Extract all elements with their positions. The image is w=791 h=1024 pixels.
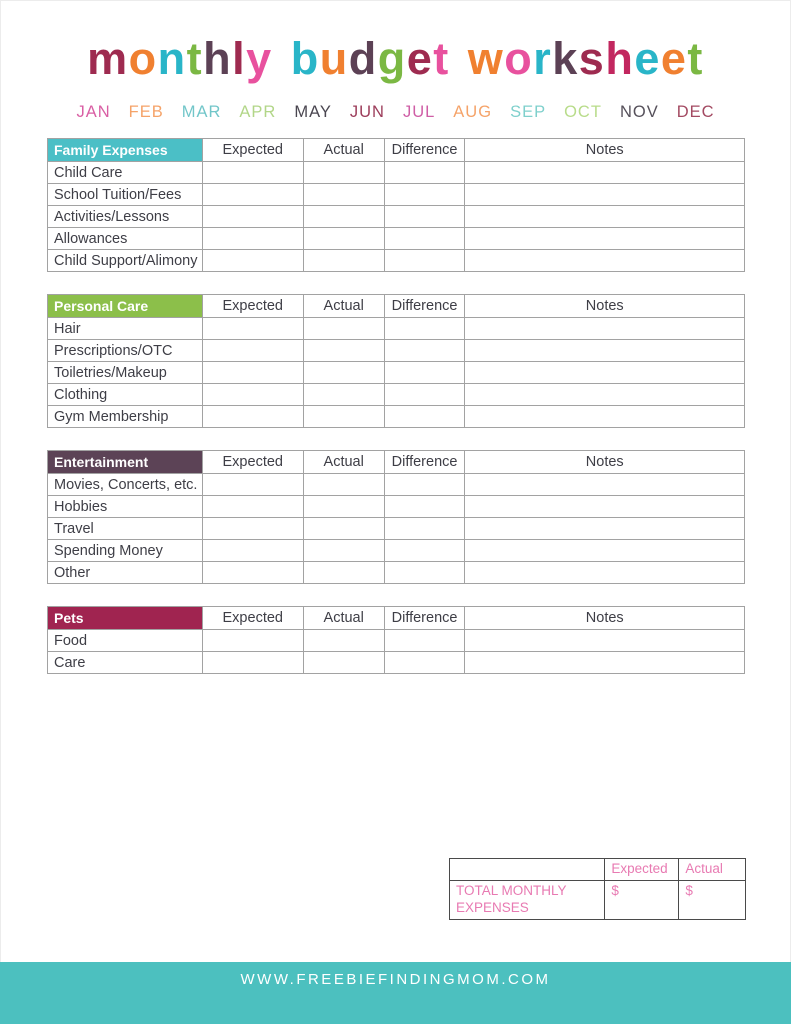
cell-difference [384,340,465,362]
cell-notes [465,250,745,272]
totals-empty-cell [450,859,605,881]
row-label: Other [48,562,203,584]
month-label-sep: SEP [510,103,547,121]
cell-actual [303,630,384,652]
cell-notes [465,652,745,674]
column-header-actual: Actual [303,295,384,318]
cell-actual [303,318,384,340]
row-label: Toiletries/Makeup [48,362,203,384]
month-row [0,103,791,122]
cell-actual [303,652,384,674]
title-letter: b [290,33,320,84]
table-row-school-tuition-fees [48,184,745,206]
table-header-row [48,295,745,318]
month-label-oct: OCT [564,103,602,121]
row-label: Allowances [48,228,203,250]
row-label: Hobbies [48,496,203,518]
row-label: Food [48,630,203,652]
column-header-notes: Notes [465,295,745,318]
cell-difference [384,630,465,652]
column-header-expected: Expected [202,139,303,162]
row-label: Spending Money [48,540,203,562]
cell-actual [303,206,384,228]
cell-notes [465,518,745,540]
table-header-row [48,607,745,630]
category-header-entertainment: Entertainment [48,451,203,474]
table-row-allowances [48,228,745,250]
cell-notes [465,206,745,228]
cell-actual [303,162,384,184]
totals-header-actual: Actual [679,859,746,881]
category-header-family-expenses: Family Expenses [48,139,203,162]
cell-difference [384,184,465,206]
title-word [468,33,704,84]
column-header-actual: Actual [303,607,384,630]
month-label-nov: NOV [619,103,659,121]
table-row-activities-lessons [48,206,745,228]
row-label: Child Support/Alimony [48,250,203,272]
table-row-hobbies [48,496,745,518]
cell-notes [465,384,745,406]
table-row-food [48,630,745,652]
title-letter: m [87,33,129,84]
title-word [87,33,273,84]
title-letter: d [348,33,378,84]
cell-difference [384,518,465,540]
column-header-difference: Difference [384,139,465,162]
cell-expected [202,496,303,518]
month-label-dec: DEC [676,103,715,121]
budget-tables [47,138,745,696]
cell-expected [202,630,303,652]
month-label-jan: JAN [76,103,111,121]
budget-table-pets [47,606,745,674]
column-header-notes: Notes [465,607,745,630]
cell-difference [384,384,465,406]
table-row-travel [48,518,745,540]
cell-notes [465,540,745,562]
table-row-child-support-alimony [48,250,745,272]
table-row-movies-concerts-etc [48,474,745,496]
totals-expected-cell: $ [605,881,679,920]
title-letter: o [504,33,534,84]
title-letter: t [687,33,704,84]
cell-expected [202,250,303,272]
cell-difference [384,406,465,428]
table-row-other [48,562,745,584]
cell-expected [202,518,303,540]
cell-notes [465,474,745,496]
table-row-prescriptions-otc [48,340,745,362]
cell-difference [384,540,465,562]
table-row-spending-money [48,540,745,562]
title-word [291,33,450,84]
row-label: Care [48,652,203,674]
cell-difference [384,652,465,674]
month-label-may: MAY [294,103,332,121]
cell-difference [384,562,465,584]
budget-table-entertainment [47,450,745,584]
title-letter: e [660,33,688,84]
cell-notes [465,184,745,206]
cell-difference [384,162,465,184]
category-header-personal-care: Personal Care [48,295,203,318]
cell-difference [384,228,465,250]
table-row-care [48,652,745,674]
budget-table-personal-care [47,294,745,428]
cell-expected [202,318,303,340]
table-row-toiletries-makeup [48,362,745,384]
column-header-difference: Difference [384,451,465,474]
cell-difference [384,318,465,340]
table-row-hair [48,318,745,340]
cell-expected [202,406,303,428]
table-row-child-care [48,162,745,184]
cell-actual [303,406,384,428]
cell-notes [465,318,745,340]
column-header-actual: Actual [303,139,384,162]
title-letter: o [128,33,158,84]
row-label: Gym Membership [48,406,203,428]
title-letter: r [533,33,553,84]
cell-actual [303,362,384,384]
total-expenses-table [449,858,746,920]
cell-notes [465,406,745,428]
cell-expected [202,362,303,384]
column-header-difference: Difference [384,295,465,318]
totals-header-expected: Expected [605,859,679,881]
title-letter: h [203,33,233,84]
cell-notes [465,630,745,652]
cell-difference [384,362,465,384]
month-label-apr: APR [239,103,277,121]
month-label-jul: JUL [402,103,436,121]
cell-expected [202,162,303,184]
cell-notes [465,562,745,584]
row-label: Travel [48,518,203,540]
budget-table-family-expenses [47,138,745,272]
month-label-mar: MAR [181,103,222,121]
column-header-notes: Notes [465,451,745,474]
footer-url: WWW.FREEBIEFINDINGMOM.COM [240,971,551,988]
cell-difference [384,496,465,518]
category-header-pets: Pets [48,607,203,630]
row-label: School Tuition/Fees [48,184,203,206]
row-label: Movies, Concerts, etc. [48,474,203,496]
cell-expected [202,228,303,250]
column-header-notes: Notes [465,139,745,162]
month-label-aug: AUG [453,103,493,121]
row-label: Hair [48,318,203,340]
cell-expected [202,340,303,362]
title-letter: t [433,33,450,84]
column-header-expected: Expected [202,451,303,474]
cell-notes [465,162,745,184]
cell-actual [303,540,384,562]
table-header-row [48,139,745,162]
title-letter: h [605,33,635,84]
totals-row-label: TOTAL MONTHLY EXPENSES [450,881,605,920]
cell-actual [303,562,384,584]
title-letter: n [157,33,187,84]
cell-notes [465,496,745,518]
cell-actual [303,384,384,406]
column-header-expected: Expected [202,607,303,630]
title-letter: l [232,33,247,84]
cell-expected [202,206,303,228]
cell-expected [202,540,303,562]
title-letter: t [186,33,204,84]
title-letter: e [406,33,434,84]
title-letter: e [634,33,661,84]
cell-actual [303,474,384,496]
month-label-feb: FEB [128,103,164,121]
table-row-gym-membership [48,406,745,428]
title-letter: u [319,33,349,84]
row-label: Child Care [48,162,203,184]
row-label: Clothing [48,384,203,406]
title-letter: w [467,33,505,84]
cell-notes [465,340,745,362]
cell-difference [384,206,465,228]
cell-notes [465,228,745,250]
cell-actual [303,340,384,362]
table-header-row [48,451,745,474]
cell-actual [303,518,384,540]
totals-data-row [450,881,746,920]
title-letter: k [552,33,579,84]
cell-actual [303,228,384,250]
row-label: Prescriptions/OTC [48,340,203,362]
page-title [0,34,791,84]
column-header-difference: Difference [384,607,465,630]
title-letter: y [246,33,273,84]
cell-actual [303,184,384,206]
cell-expected [202,562,303,584]
cell-actual [303,250,384,272]
cell-expected [202,652,303,674]
footer-bar [0,962,791,1024]
totals-actual-cell: $ [679,881,746,920]
cell-expected [202,184,303,206]
title-letter: g [377,33,407,84]
month-label-jun: JUN [349,103,385,121]
title-letter: s [578,33,606,84]
table-row-clothing [48,384,745,406]
cell-notes [465,362,745,384]
column-header-actual: Actual [303,451,384,474]
column-header-expected: Expected [202,295,303,318]
cell-difference [384,474,465,496]
cell-expected [202,384,303,406]
totals-header-row [450,859,746,881]
cell-expected [202,474,303,496]
cell-actual [303,496,384,518]
row-label: Activities/Lessons [48,206,203,228]
cell-difference [384,250,465,272]
